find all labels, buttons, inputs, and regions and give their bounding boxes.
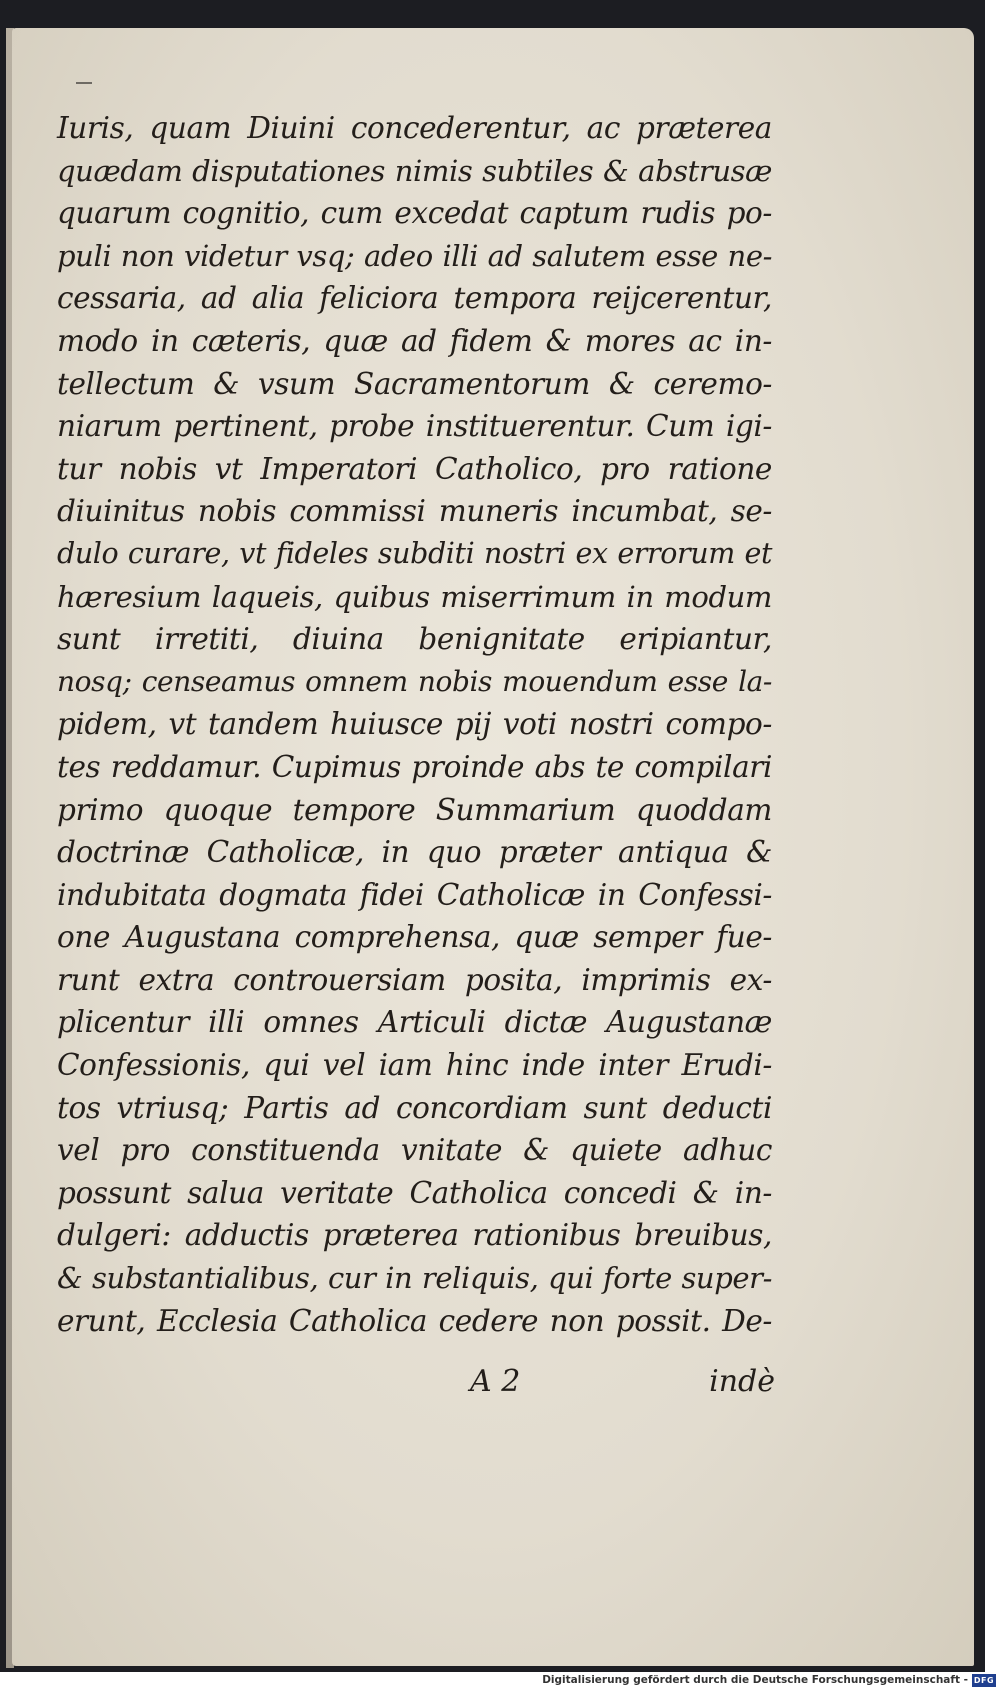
text-line: tellectum & vsum Sacramentorum & ceremo- (57, 366, 772, 401)
text-line: tos vtriusq; Partis ad concordiam sunt deducti (57, 1090, 772, 1125)
text-line: modo in cæteris, quæ ad fidem & mores ac in- (57, 323, 772, 358)
text-line: plicentur illi omnes Articuli dictæ Augustanæ (57, 1005, 772, 1040)
text-line: primo quoque tempore Summarium quoddam (57, 792, 772, 827)
text-line: sunt irretiti, diuina benignitate eripiantur, (57, 622, 772, 657)
page-mark (76, 82, 92, 84)
text-line: quarum cognitio, cum excedat captum rudis po- (57, 196, 772, 231)
text-line: vel pro constituenda vnitate & quiete adhuc (57, 1133, 772, 1168)
text-line: puli non videtur vsq; adeo illi ad salutem esse ne- (57, 238, 772, 273)
text-line: doctrinæ Catholicæ, in quo præter antiqua & (57, 835, 772, 870)
text-block (57, 107, 772, 1342)
text-line: nosq; censeamus omnem nobis mouendum esse la- (57, 664, 772, 698)
catchword: indè (709, 1364, 775, 1399)
signature-mark: A 2 (470, 1364, 521, 1399)
text-line: tes reddamur. Cupimus proinde abs te compilari (57, 749, 772, 784)
credit-strip (0, 1672, 1000, 1691)
text-line: cessaria, ad alia feliciora tempora reijcerentur, (57, 281, 772, 316)
text-line: dulo curare, vt fideles subditi nostri ex errorum et (57, 536, 772, 570)
text-line: indubitata dogmata fidei Catholicæ in Confessi- (57, 877, 772, 912)
text-line: dulgeri: adductis præterea rationibus breuibus, (57, 1218, 772, 1253)
text-line: runt extra controuersiam posita, imprimis ex- (57, 962, 772, 997)
text-line: Iuris, quam Diuini concederentur, ac præterea (57, 111, 772, 145)
text-line: pidem, vt tandem huiusce pij voti nostri compo- (57, 707, 772, 742)
text-line: erunt, Ecclesia Catholica cedere non possit. De- (57, 1303, 772, 1338)
text-line: possunt salua veritate Catholica concedi & in- (57, 1175, 772, 1210)
text-line: diuinitus nobis commissi muneris incumbat, se- (57, 494, 772, 529)
text-line: quædam disputationes nimis subtiles & abstrusæ (57, 153, 772, 188)
page-footer (470, 1364, 775, 1404)
text-line: niarum pertinent, probe instituerentur. Cum igi- (57, 409, 772, 444)
text-line: one Augustana comprehensa, quæ semper fue- (57, 920, 772, 955)
text-line: tur nobis vt Imperatori Catholico, pro ratione (57, 451, 772, 486)
dfg-logo: DFG (973, 1676, 995, 1685)
text-line: Confessionis, qui vel iam hinc inde inter Erudi- (57, 1048, 772, 1083)
funding-credit: Digitalisierung gefördert durch die Deutsche Forschungsgemeinschaft - (542, 1674, 968, 1686)
text-line: & substantialibus, cur in reliquis, qui forte super- (57, 1261, 772, 1296)
text-line: hæresium laqueis, quibus miserrimum in modum (57, 579, 772, 614)
